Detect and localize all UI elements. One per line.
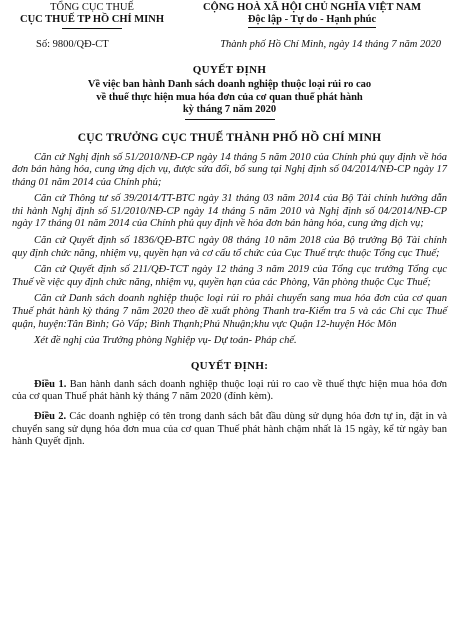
- subject-underline: [185, 119, 275, 120]
- legal-basis-4: Căn cứ Quyết định số 211/QĐ-TCT ngày 12 tháng 3 năm 2019 của Tổng cục trưởng Tổng cục Thuế về việc quy định chức năng, nhiệm vụ, quyền hạn của các Phòng, Văn phòng thuộc Cục Thuế;: [12, 264, 447, 288]
- article-2-text: Các doanh nghiệp có tên trong danh sách bắt đầu dùng sử dụng hóa đơn tự in, đặt in và chuyển sang sử dụng hóa đơn mua của cơ quan Thuế phát hành chậm nhất là 15 ngày, kể từ ngày ban hành Quyết định.: [12, 411, 448, 448]
- decision-heading: QUYẾT ĐỊNH:: [190, 359, 269, 372]
- article-1-text: Ban hành danh sách doanh nghiệp thuộc loại rủi ro cao về thuế thực hiện mua hóa đơn của cơ quan Thuế phát hành kỳ tháng 7 năm 2020 (đính kèm).: [12, 378, 447, 403]
- subject-line-1: Về việc ban hành Danh sách doanh nghiệp thuộc loại rủi ro cao: [87, 79, 372, 90]
- document-number: Số: 9800/QĐ-CT: [36, 39, 109, 50]
- document-title: QUYẾT ĐỊNH: [192, 64, 267, 76]
- issuing-authority: CỤC TRƯỞNG CỤC THUẾ THÀNH PHỐ HỒ CHÍ MINH: [77, 131, 382, 144]
- agency-underline: [62, 28, 122, 29]
- article-1: [12, 379, 447, 404]
- subject-line-3: kỳ tháng 7 năm 2020: [182, 104, 277, 115]
- country-name: CỘNG HOÀ XÃ HỘI CHỦ NGHĨA VIỆT NAM: [202, 2, 422, 13]
- legal-basis-5: Căn cứ Danh sách doanh nghiệp thuộc loại rủi ro phải chuyển sang mua hóa đơn của cơ quan Thuế phát hành kỳ tháng 7 năm 2020 theo đề xuất phòng Thanh tra-Kiểm tra 5 và các Chi cục Thuế quận, huyện:Tân Bình; Gò Vấp; Bình Thạnh;Phú Nhuận;khu vực Quận 12-huyện Hóc Môn: [12, 293, 447, 330]
- agency-parent: TỔNG CỤC THUẾ: [50, 2, 134, 13]
- agency-name: CỤC THUẾ TP HỒ CHÍ MINH: [19, 14, 164, 25]
- legal-basis-3: Căn cứ Quyết định số 1836/QĐ-BTC ngày 08 tháng 10 năm 2018 của Bộ trưởng Bộ Tài chính quy định chức năng, nhiệm vụ, quyền hạn và cơ cấu tổ chức của Cục Thuế trực thuộc Tổng cục Thuế;: [12, 235, 447, 259]
- legal-basis-6: Xét đề nghị của Trưởng phòng Nghiệp vụ- Dự toán- Pháp chế.: [34, 335, 297, 347]
- legal-basis-1: Căn cứ Nghị định số 51/2010/NĐ-CP ngày 14 tháng 5 năm 2010 của Chính phủ quy định về hóa đơn bán hàng hóa, cung ứng dịch vụ, được sửa đổi, bổ sung tại Nghị định số 04/2014/NĐ-CP ngày 17 tháng 01 năm 2014 của Chính phủ;: [12, 151, 447, 188]
- place-and-date: Thành phố Hồ Chí Minh, ngày 14 tháng 7 năm 2020: [220, 39, 441, 50]
- document-subject: [12, 79, 447, 120]
- agency-block: [12, 0, 172, 29]
- national-motto: Độc lập - Tự do - Hạnh phúc: [248, 14, 376, 28]
- subject-line-2: về thuế thực hiện mua hóa đơn của cơ quan thuế phát hành: [96, 91, 363, 103]
- document-meta: [12, 39, 447, 50]
- legal-basis-2: Căn cứ Thông tư số 39/2014/TT-BTC ngày 31 tháng 03 năm 2014 của Bộ Tài chính hướng dẫn thi hành Nghị định số 51/2010/NĐ-CP ngày 14 tháng 5 năm 2010 và Nghị định số 04/2014/NĐ-CP ngày 17 tháng 01 năm 2014 của Chính phủ quy định về hóa đơn bán hàng hóa, cung ứng dịch vụ;: [12, 193, 447, 230]
- national-block: [177, 0, 447, 29]
- article-2: [12, 411, 447, 449]
- document-header: [12, 0, 447, 29]
- article-2-label: Điều 2.: [34, 411, 67, 422]
- article-1-label: Điều 1.: [34, 378, 67, 390]
